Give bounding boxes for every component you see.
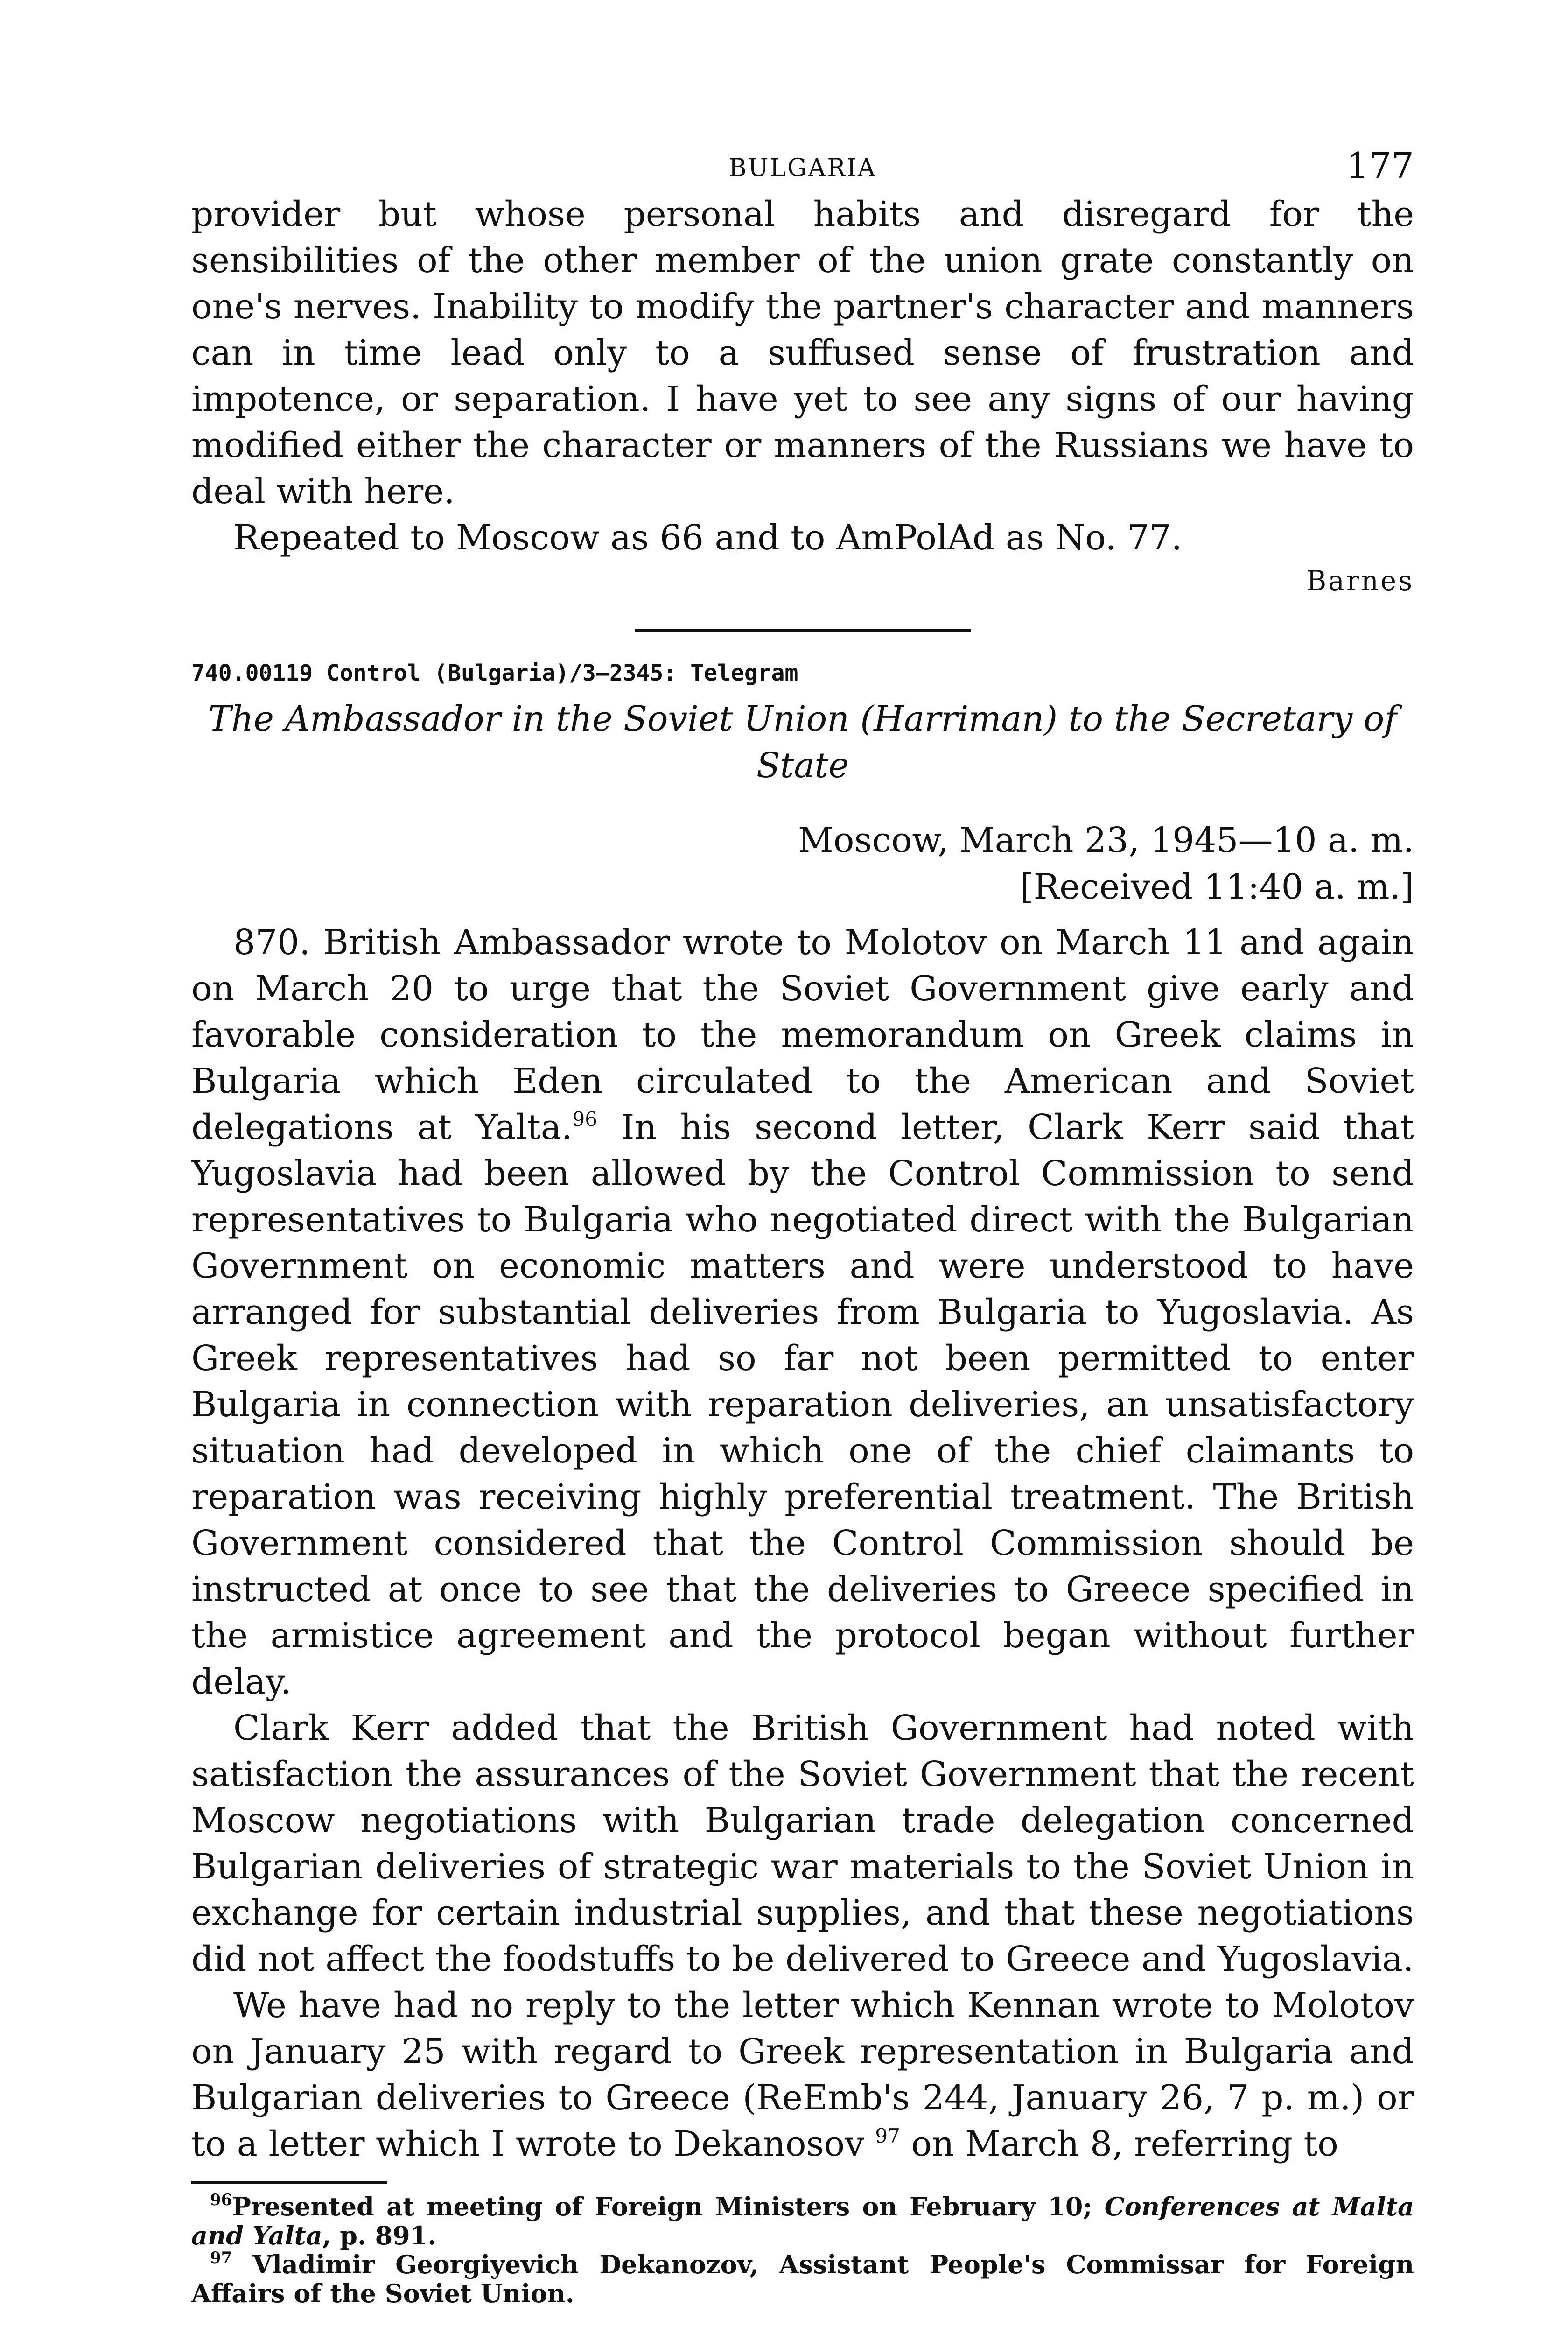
footnote-mark: 96	[210, 2191, 232, 2209]
file-reference: 740.00119 Control (Bulgaria)/3–2345: Telegram	[191, 660, 798, 686]
footnote-ref-97[interactable]: 97	[875, 2124, 900, 2147]
signature: Barnes	[1306, 565, 1414, 597]
dateline: Moscow, March 23, 1945—10 a. m.	[798, 820, 1414, 860]
document-title: The Ambassador in the Soviet Union (Harriman) to the Secretary of State	[208, 699, 1397, 786]
running-title: BULGARIA	[728, 154, 877, 182]
footnote-mark: 97	[210, 2249, 232, 2267]
footnote-divider	[191, 2181, 387, 2184]
page-number: 177	[1346, 145, 1414, 186]
paragraph-text: In his second letter, Clark Kerr said that Yugoslavia had been allowed by the Control Commission to send representatives to Bulgaria who negotiated direct with the Bulgarian Government on economic matters and were understood to have arranged for substantial deliveries from Bulgaria to Yugoslavia. As Greek representatives had so far not been permitted to enter Bulgaria in connection with reparation deliveries, an unsatisfactory situation had developed in which one of the chief claimants to reparation was receiving highly preferential treatment. The British Government considered that the Control Commission should be instructed at once to see that the deliveries to Greece specified in the armistice agreement and the protocol began without further delay.	[191, 1107, 1414, 1702]
footnote-96	[191, 2192, 1414, 2250]
footnote-text: Presented at meeting of Foreign Ministers on February 10;	[232, 2192, 1105, 2222]
footnote-citation: Conferences at Malta and Yalta	[191, 2192, 1414, 2250]
paragraph-text: 870. British Ambassador wrote to Molotov on March 11 and again on March 20 to urge that the Soviet Government give early and favorable consideration to the memorandum on Greek claims in Bulgaria which Eden circulated to the American and Soviet delegations at Yalta.	[191, 922, 1414, 1147]
footnote-97	[191, 2250, 1414, 2308]
received-time: [Received 11:40 a. m.]	[1020, 867, 1414, 907]
footnote-ref-96[interactable]: 96	[572, 1108, 597, 1131]
footnote-text: Vladimir Georgiyevich Dekanozov, Assistant People's Commissar for Foreign Affairs of the Soviet Union.	[191, 2250, 1414, 2308]
telegram-paragraph-3	[191, 1982, 1414, 2167]
repeated-note: Repeated to Moscow as 66 and to AmPolAd as No. 77.	[233, 518, 1183, 558]
paragraph-text: We have had no reply to the letter which Kennan wrote to Molotov on January 25 with regard to Greek representation in Bulgaria and Bulgarian deliveries to Greece (ReEmb's 244, January 26, 7 p. m.) or to a letter which I wrote to Dekanosov	[191, 1985, 1414, 2164]
continued-paragraph: provider but whose personal habits and disregard for the sensibilities of the other member of the union grate constantly on one's nerves. Inability to modify the partner's character and manners can in time lead only to a suffused sense of frustration and impotence, or separation. I have yet to see any signs of our having modified either the character or manners of the Russians we have to deal with here.	[191, 194, 1414, 512]
paragraph-text: on March 8, referring to	[900, 2124, 1338, 2164]
telegram-paragraph-1	[191, 920, 1414, 1705]
section-divider	[635, 629, 971, 632]
telegram-paragraph-2: Clark Kerr added that the British Government had noted with satisfaction the assurances of the Soviet Government that the recent Moscow negotiations with Bulgarian trade delegation concerned Bulgarian deliveries of strategic war materials to the Soviet Union in exchange for certain industrial supplies, and that these negotiations did not affect the foodstuffs to be delivered to Greece and Yugoslavia.	[191, 1708, 1414, 1979]
running-head	[191, 140, 1414, 191]
footnote-text: , p. 891.	[322, 2221, 437, 2250]
document-page	[191, 140, 1414, 2308]
